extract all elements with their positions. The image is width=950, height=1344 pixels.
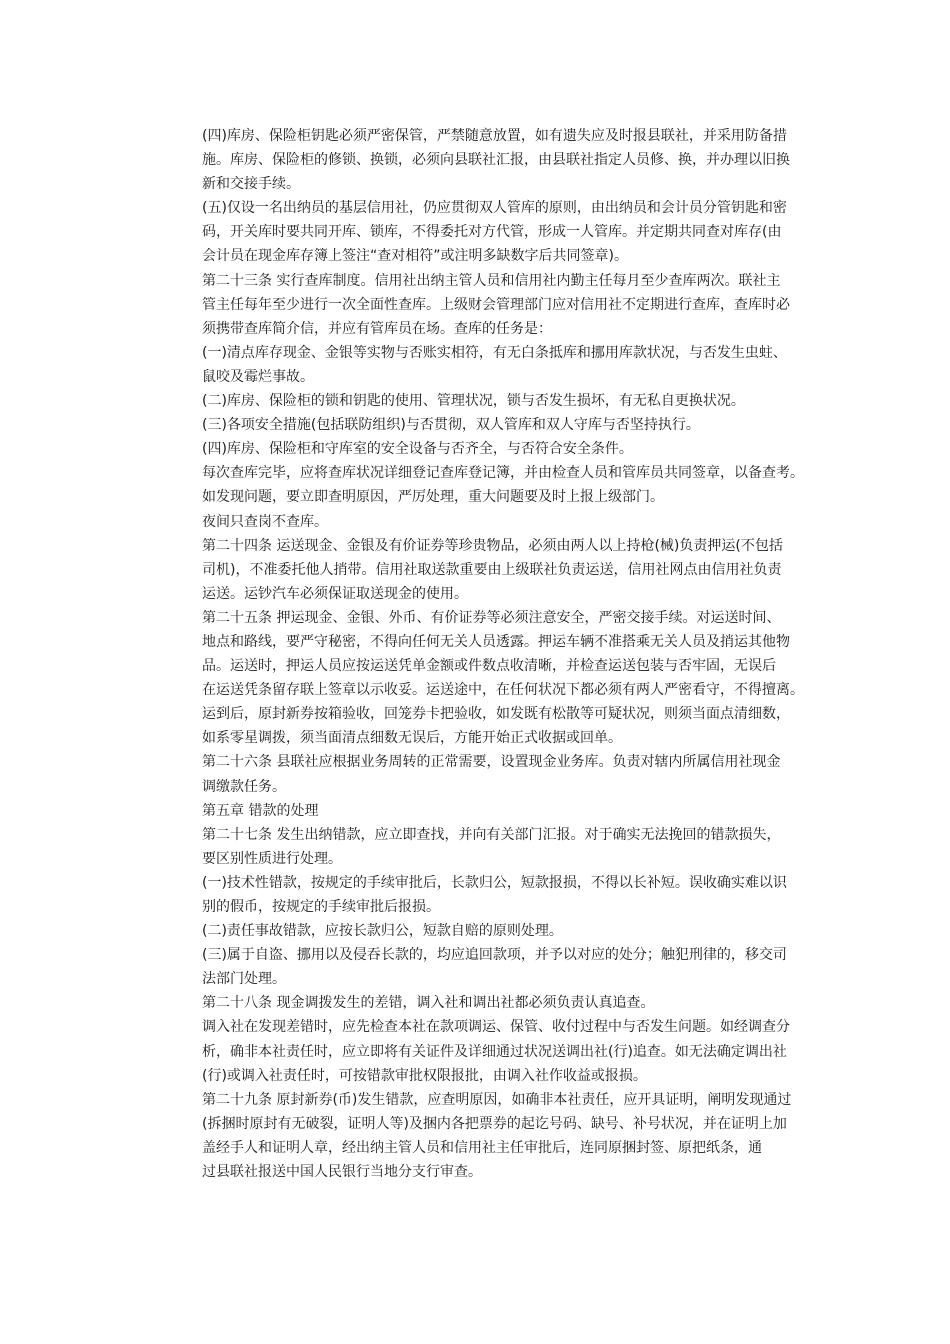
article-heading-line: 第二十四条 运送现金、金银及有价证券等珍贵物品，必须由两人以上持枪(械)负责押运(不包括 — [202, 537, 783, 554]
text-line: 品。运送时，押运人员应按运送凭单金额或件数点收清晰，并检查运送包装与否牢固，无误后 — [202, 658, 776, 675]
text-line: 盖经手人和证明人章，经出纳主管人员和信用社主任审批后，连同原捆封签、原把纸条，通 — [202, 1139, 762, 1156]
text-line: 如系零星调拨，须当面清点细数无误后，方能开始正式收据或回单。 — [202, 730, 622, 747]
text-line: 要区别性质进行处理。 — [202, 850, 342, 867]
text-line: (三)属于自盗、挪用以及侵吞长款的，均应追回款项，并予以对应的处分；触犯刑律的，移交司 — [202, 947, 787, 964]
text-line: 新和交接手续。 — [202, 176, 300, 193]
text-line: 运送。运钞汽车必须保证取送现金的使用。 — [202, 585, 468, 602]
article-heading-line: 第二十五条 押运现金、金银、外币、有价证券等必须注意安全，严密交接手续。对运送时间、 — [202, 609, 781, 626]
text-line: (拆捆时原封有无破裂，证明人等)及捆内各把票券的起讫号码、缺号、补号状况，并在证明上加 — [202, 1115, 787, 1132]
text-line: 管主任每年至少进行一次全面性查库。上级财会管理部门应对信用社不定期进行查库，查库时必 — [202, 296, 790, 313]
text-line: 司机)，不准委托他人捎带。信用社取送款重要由上级联社负责运送，信用社网点由信用社负责 — [202, 561, 782, 578]
text-line: (四)库房、保险柜钥匙必须严密保管，严禁随意放置，如有遗失应及时报县联社，并采用防备措 — [202, 128, 787, 144]
text-line: 调入社在发现差错时，应先检查本社在款项调运、保管、收付过程中与否发生问题。如经调查分 — [202, 1019, 790, 1036]
text-line: (一)技术性错款，按规定的手续审批后，长款归公，短款报损，不得以长补短。误收确实难以识 — [202, 874, 787, 891]
text-line: (四)库房、保险柜和守库室的安全设备与否齐全，与否符合安全条件。 — [202, 441, 633, 458]
text-line: (行)或调入社责任时，可按错款审批权限报批，由调入社作收益或报损。 — [202, 1067, 647, 1084]
text-line: 码，开关库时要共同开库、锁库，不得委托对方代管，形成一人管库。并定期共同查对库存(由 — [202, 224, 782, 241]
text-line: 夜间只查岗不查库。 — [202, 513, 328, 530]
text-line: 析，确非本社责任时，应立即将有关证件及详细通过状况送调出社(行)追查。如无法确定调出社 — [202, 1043, 787, 1060]
text-line: 别的假币，按规定的手续审批后报损。 — [202, 899, 440, 915]
article-heading-line: 第二十六条 县联社应根据业务周转的正常需要，设置现金业务库。负责对辖内所属信用社现金 — [202, 754, 781, 771]
article-heading-line: 第二十七条 发生出纳错款，应立即查找，并向有关部门汇报。对于确实无法挽回的错款损失， — [202, 826, 781, 843]
text-line: 在运送凭条留存联上签章以示收妥。运送途中，在任何状况下都必须有两人严密看守，不得擅离。 — [202, 682, 804, 699]
text-line: 会计员在现金库存簿上签注“查对相符”或注明多缺数字后共同签章)。 — [202, 248, 628, 265]
text-line: (三)各项安全措施(包括联防组织)与否贯彻，双人管库和双人守库与否坚持执行。 — [202, 417, 700, 434]
text-line: 过县联社报送中国人民银行当地分支行审查。 — [202, 1164, 482, 1181]
text-line: 运到后，原封新券按箱验收，回笼券卡把验收，如发既有松散等可疑状况，则须当面点清细数， — [202, 706, 790, 723]
text-line: 调缴款任务。 — [202, 778, 286, 795]
article-heading-line: 第二十八条 现金调拨发生的差错，调入社和调出社都必须负责认真追查。 — [202, 995, 655, 1012]
text-line: 鼠咬及霉烂事故。 — [202, 368, 314, 385]
text-line: 须携带查库简介信，并应有管库员在场。查库的任务是： — [202, 320, 552, 337]
text-line: 如发现问题，要立即查明原因，严厉处理，重大问题要及时上报上级部门。 — [202, 489, 664, 506]
text-line: 地点和路线，要严守秘密，不得向任何无关人员透露。押运车辆不准搭乘无关人员及捎运其他物 — [202, 633, 790, 650]
text-line: 施。库房、保险柜的修锁、换锁，必须向县联社汇报，由县联社指定人员修、换，并办理以旧换 — [202, 152, 790, 169]
text-line: (二)库房、保险柜的锁和钥匙的使用、管理状况，锁与否发生损坏，有无私自更换状况。 — [202, 393, 745, 410]
text-line: 每次查库完毕，应将查库状况详细登记查库登记簿，并由检查人员和管库员共同签章，以备查考。 — [202, 465, 804, 482]
article-heading-line: 第二十九条 原封新券(币)发生错款，应查明原因，如确非本社责任，应开具证明，阐明发现通过 — [202, 1091, 792, 1108]
text-line: (一)清点库存现金、金银等实物与否账实相符，有无白条抵库和挪用库款状况，与否发生虫蛀、 — [202, 344, 787, 361]
document-body — [202, 124, 832, 1184]
text-line: (五)仅设一名出纳员的基层信用社，仍应贯彻双人管库的原则，由出纳员和会计员分管钥匙和密 — [202, 200, 787, 217]
chapter-heading: 第五章 错款的处理 — [202, 802, 319, 819]
text-line: (二)责任事故错款，应按长款归公，短款自赔的原则处理。 — [202, 923, 563, 940]
text-line: 法部门处理。 — [202, 971, 286, 988]
article-heading-line: 第二十三条 实行查库制度。信用社出纳主管人员和信用社内勤主任每月至少查库两次。联社主 — [202, 272, 781, 289]
